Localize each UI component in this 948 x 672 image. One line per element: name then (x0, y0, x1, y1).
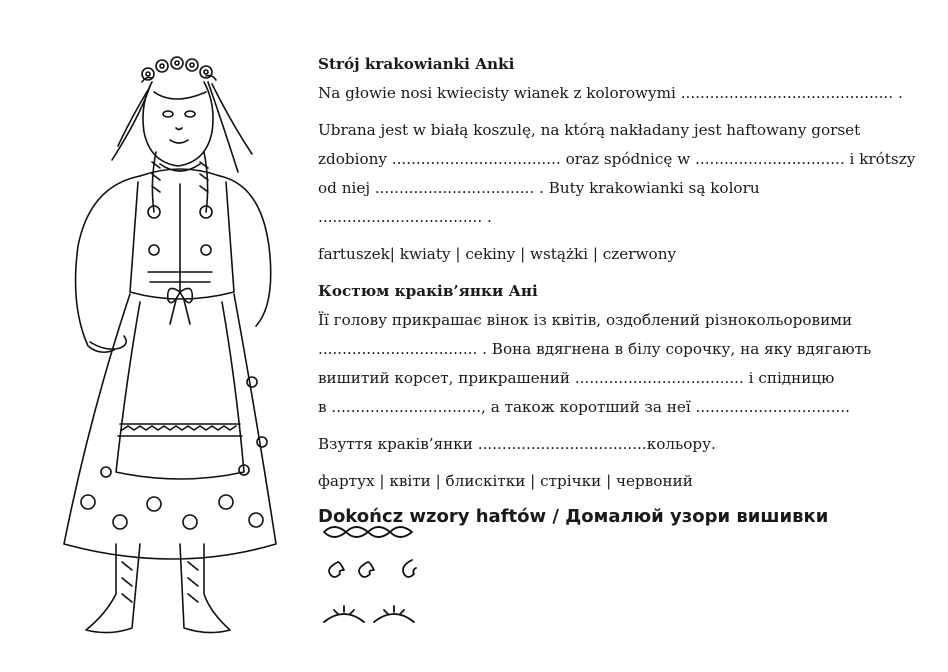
heart-leaf-pattern-icon (329, 560, 416, 577)
skirt-flowers-icon (81, 377, 267, 529)
polish-line-4: od niej ................................. . Buty krakowianki są koloru .................................. . (318, 179, 760, 226)
flower-wreath-icon (142, 57, 216, 82)
embroidery-patterns (320, 518, 430, 636)
ukrainian-line-1: Її голову прикрашає вінок із квітів, оздоблений різнокольоровими (318, 311, 853, 329)
ovals-chain-pattern-icon (324, 527, 412, 537)
ukrainian-word-bank: фартух | квіти | блискітки | стрічки | червоний (318, 472, 693, 490)
ukrainian-line-3: вишитий корсет, прикрашений ................................... і спідницю (318, 369, 835, 387)
polish-line-1: Na głowie nosi kwiecisty wianek z kolorowymi ............................................ . (318, 84, 903, 102)
ukrainian-line-2: ................................. . Вона вдягнена в білу сорочку, на яку вдягають (318, 340, 872, 358)
polish-line-2: Ubrana jest w białą koszulę, na którą nakładany jest haftowany gorset (318, 121, 861, 139)
sprout-arc-pattern-icon (324, 606, 414, 622)
worksheet-text (318, 50, 918, 538)
ukrainian-heading: Костюм краків’янки Ані (318, 282, 538, 300)
ukrainian-line-5: Взуття краків’янки ...................................кольору. (318, 435, 716, 453)
polish-word-bank: fartuszek| kwiaty | cekiny | wstążki | czerwony (318, 245, 677, 263)
task-title: Dokończ wzory haftów / Домалюй узори вишивки (318, 506, 829, 527)
polish-heading: Strój krakowianki Anki (318, 55, 515, 73)
krakowianka-illustration (30, 52, 290, 644)
ukrainian-line-4: в ..............................., а також коротший за неї ................................ (318, 398, 851, 416)
polish-line-3: zdobiony ................................... oraz spódnicę w ............................... i krótszy (318, 150, 916, 168)
